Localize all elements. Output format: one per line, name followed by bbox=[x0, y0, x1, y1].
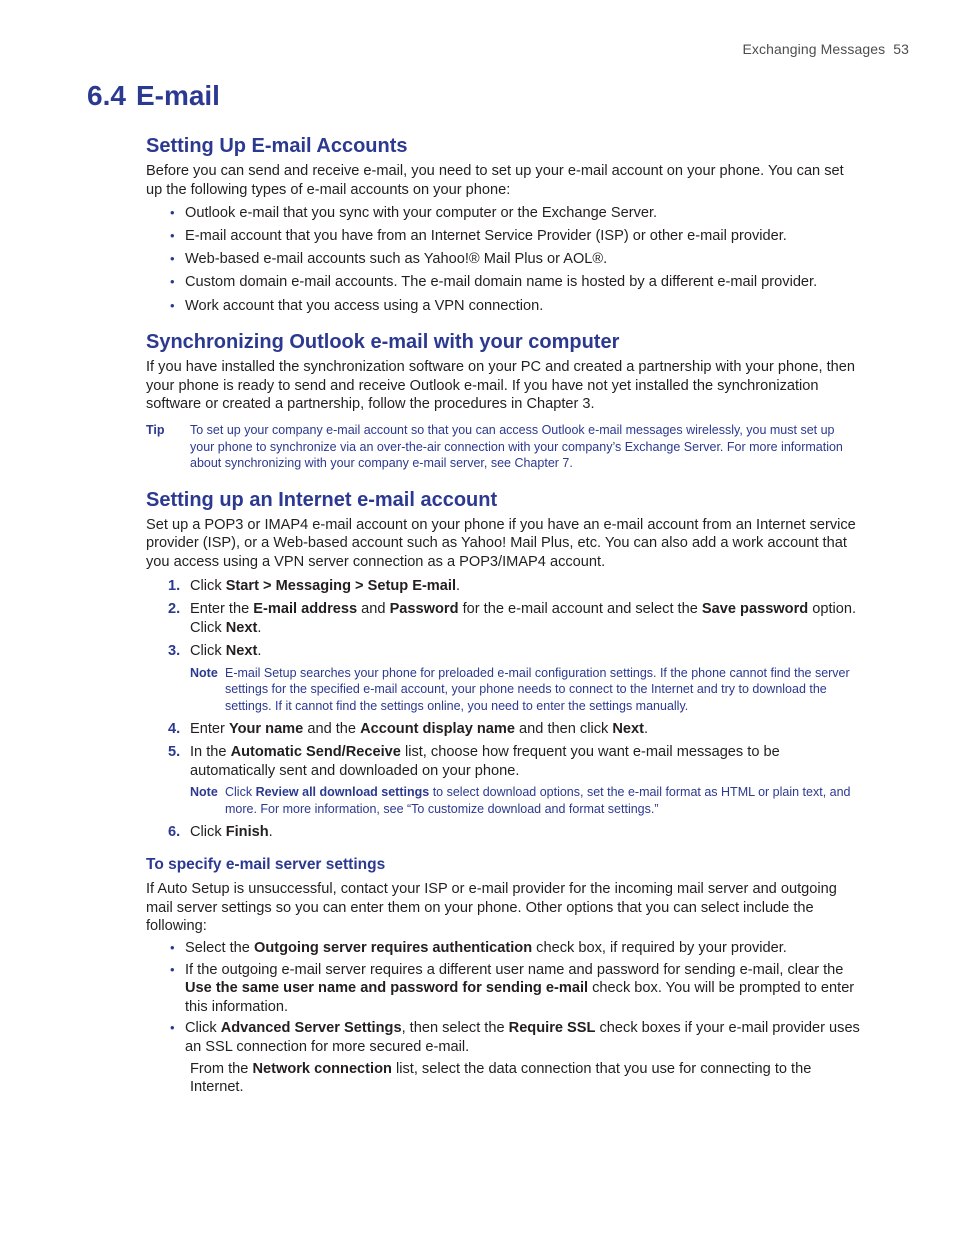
step-item: 1. Click Start > Messaging > Setup E-mail. bbox=[168, 577, 461, 594]
server-intro: If Auto Setup is unsuccessful, contact your ISP or e-mail provider for the incoming mail server and outgoing mail server settings so you can enter them on your phone. Other options that you can select include the following: bbox=[146, 881, 837, 935]
chapter-name: E-mail bbox=[135, 80, 220, 111]
chapter-title bbox=[87, 80, 220, 112]
setup-heading: Setting Up E-mail Accounts bbox=[146, 135, 408, 157]
list-item: • Custom domain e-mail accounts. The e-mail domain name is hosted by a different e-mail provider. bbox=[170, 274, 818, 291]
list-item: • Select the Outgoing server requires authentication check box, if required by your provider. bbox=[170, 940, 787, 956]
note-label: Note bbox=[190, 785, 218, 800]
sync-heading: Synchronizing Outlook e-mail with your computer bbox=[146, 331, 620, 354]
server-heading: To specify e-mail server settings bbox=[146, 856, 386, 874]
list-item: • Click Advanced Server Settings, then select the Require SSL check boxes if your e-mail provider uses an SSL connection for more secured e-mail. bbox=[170, 1020, 860, 1055]
page-number: 53 bbox=[893, 41, 909, 57]
list-item: • E-mail account that you have from an Internet Service Provider (ISP) or other e-mail provider. bbox=[170, 228, 787, 245]
bullet-icon: • bbox=[170, 205, 175, 221]
sync-body: If you have installed the synchronization software on your PC and created a partnership with your phone, then your phone is ready to send and receive Outlook e-mail. If you have not yet installed the synchronization software or created a partnership, follow the procedures in Chapter 3. bbox=[146, 359, 856, 413]
list-item: • Work account that you access using a VPN connection. bbox=[170, 297, 544, 314]
bullet-icon: • bbox=[170, 1020, 175, 1036]
internet-heading: Setting up an Internet e-mail account bbox=[146, 488, 498, 511]
tip-box bbox=[146, 422, 860, 472]
running-header bbox=[742, 41, 909, 57]
setup-steps bbox=[146, 577, 860, 842]
tip-text: To set up your company e-mail account so that you can access Outlook e-mail messages wirelessly, you must set up your phone to synchronize via an over-the-air connection with your company’s Exchange Server. For more information about synchronizing with your company e-mail server, see Chapter 7. bbox=[190, 422, 843, 471]
note-box: Note E-mail Setup searches your phone for preloaded e-mail configuration settings. If the phone cannot find the server settings for the specified e-mail account, your phone needs to connect to the Internet and try to download the settings. If it cannot find the settings online, you need to enter the settings manually. bbox=[190, 665, 850, 714]
bullet-icon: • bbox=[170, 251, 175, 267]
list-item: • Web-based e-mail accounts such as Yahoo!® Mail Plus or AOL®. bbox=[170, 251, 608, 268]
bullet-icon: • bbox=[170, 228, 175, 244]
note-box: Note Click Review all download settings to select download options, set the e-mail format as HTML or plain text, and more. For more information, see “To customize download and format settings.” bbox=[190, 785, 851, 817]
step-item: 5. In the Automatic Send/Receive list, choose how frequent you want e-mail messages to be automatically sent and downloaded on your phone. Note Click Review all download settings to select download options, set the e-mail format as HTML or plain text, and more. For more information, see “To customize download and format settings.” bbox=[146, 743, 860, 817]
tip-label: Tip bbox=[146, 422, 165, 437]
section-name: Exchanging Messages bbox=[742, 41, 886, 57]
step-item: 6. Click Finish. bbox=[168, 823, 273, 840]
note-label: Note bbox=[190, 665, 218, 680]
internet-intro: Set up a POP3 or IMAP4 e-mail account on your phone if you have an e-mail account from an Internet service provider (ISP), or a Web-based account such as Yahoo! Mail Plus, etc. You can also add a work account that you access using a VPN server connection as a POP3/IMAP4 account. bbox=[146, 516, 856, 570]
bullet-icon: • bbox=[170, 961, 175, 977]
network-connection-text: From the Network connection list, select the data connection that you use for connecting to the Internet. bbox=[190, 1060, 812, 1096]
list-item: • Outlook e-mail that you sync with your computer or the Exchange Server. bbox=[170, 205, 658, 222]
list-item: • If the outgoing e-mail server requires a different user name and password for sending e-mail, clear the Use the same user name and password for sending e-mail check box. You will be prompted to enter this information. bbox=[170, 961, 855, 1015]
server-options-list bbox=[146, 939, 860, 1057]
account-types-list bbox=[146, 204, 860, 315]
chapter-number: 6.4 bbox=[87, 80, 126, 111]
content-column bbox=[146, 134, 860, 1097]
setup-intro: Before you can send and receive e-mail, you need to set up your e-mail account on your phone. You can set up the following types of e-mail accounts on your phone: bbox=[146, 163, 844, 198]
bullet-icon: • bbox=[170, 274, 175, 290]
step-item: 3. Click Next. Note E-mail Setup searches your phone for preloaded e-mail configuration settings. If the phone cannot find the server settings for the specified e-mail account, your phone needs to connect to the Internet and try to download the settings. If it cannot find the settings online, you need to enter the settings manually. bbox=[146, 642, 860, 714]
step-item: 2. Enter the E-mail address and Password for the e-mail account and select the Save password option. Click Next. bbox=[168, 601, 857, 636]
bullet-icon: • bbox=[170, 940, 175, 955]
step-item: 4. Enter Your name and the Account display name and then click Next. bbox=[168, 720, 649, 737]
bullet-icon: • bbox=[170, 297, 175, 313]
